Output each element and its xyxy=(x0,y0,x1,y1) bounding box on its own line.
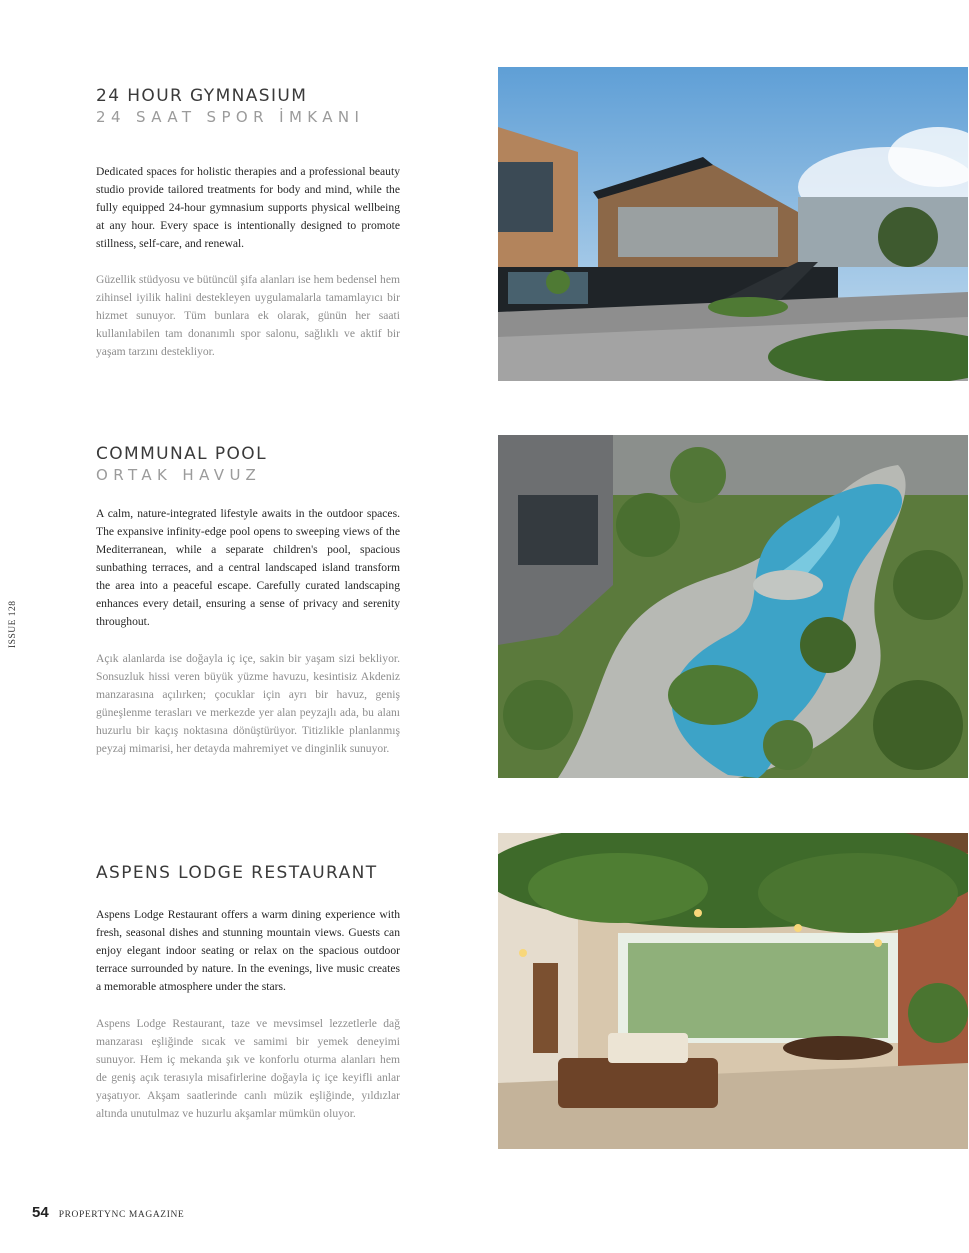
pool-text-block xyxy=(96,444,400,758)
pool-title: COMMUNAL POOL xyxy=(96,444,267,464)
restaurant-body-en: Aspens Lodge Restaurant offers a warm dining experience with fresh, seasonal dishes and stunning mountain views. Guests can enjoy elegant indoor seating or relax on the spacious outdoor terrace surrounded by nature. In the evenings, live music creates a memorable atmosphere under the stars. xyxy=(96,908,400,993)
pool-body-en: A calm, nature-integrated lifestyle awaits in the outdoor spaces. The expansive infinity-edge pool opens to sweeping views of the Mediterranean, while a separate children's pool, spacious sunbathing terraces, and a central landscaped island transform the area into a peaceful escape. Carefully curated landscaping enhances every detail, ensuring a sense of privacy and serenity throughout. xyxy=(96,507,400,628)
issue-label: ISSUE 128 xyxy=(8,600,18,648)
pool-body-tr: Açık alanlarda ise doğayla iç içe, sakin bir yaşam sizi bekliyor. Sonsuzluk hissi veren büyük yüzme havuzu, kesintisiz Akdeniz manzarasına açılırken; çocuklar için ayrı bir havuz, geniş güneşlenme terasları ve merkezde yer alan peyzajlı ada, bu alanı huzurlu bir kaçış noktasına dönüştürüyor. Titizlikle planlanmış peyzaj mimarisi, her detayda mahremiyet ve dinginlik sunuyor. xyxy=(96,652,400,755)
gym-title: 24 HOUR GYMNASIUM xyxy=(96,86,308,106)
magazine-name: PROPERTYNC MAGAZINE xyxy=(58,1210,185,1220)
gym-body-tr: Güzellik stüdyosu ve bütüncül şifa alanları ise hem bedensel hem zihinsel iyilik halini destekleyen uygulamalarla tamamlayıcı bir hizmet sunuyor. Tüm bunlara ek olarak, günün her saati kullanılabilen tam donanımlı spor salonu, sağlıklı ve aktif bir yaşam tarzını destekliyor. xyxy=(96,273,400,358)
pool-aerial-photo xyxy=(498,435,968,778)
gym-body-en: Dedicated spaces for holistic therapies and a professional beauty studio provide tailored treatments for body and mind, while the fully equipped 24-hour gymnasium supports physical wellbeing at any hour. Every space is intentionally designed to promote stillness, self-care, and renewal. xyxy=(96,165,400,250)
gym-subtitle: 24 SAAT SPOR İMKANI xyxy=(96,108,365,126)
pool-subtitle: ORTAK HAVUZ xyxy=(96,466,262,484)
restaurant-interior-photo xyxy=(498,833,968,1149)
restaurant-body-tr: Aspens Lodge Restaurant, taze ve mevsimsel lezzetlerle dağ manzarası eşliğinde sıcak ve samimi bir yemek deneyimi sunuyor. Hem iç mekanda şık ve konforlu oturma alanları hem de geniş açık terasıyla misafirlerine doğayla iç içe keyifli anlar yaşatıyor. Akşam saatlerinde canlı müzik eşliğinde, yıldızlar altında unutulmaz ve huzurlu akşamlar mümkün oluyor. xyxy=(96,1017,400,1120)
page-number: 54 xyxy=(32,1204,49,1221)
gym-text-block xyxy=(96,86,400,361)
page-footer xyxy=(32,1204,184,1222)
restaurant-text-block xyxy=(96,863,400,1123)
gym-building-photo xyxy=(498,67,968,381)
restaurant-title: ASPENS LODGE RESTAURANT xyxy=(96,863,378,883)
